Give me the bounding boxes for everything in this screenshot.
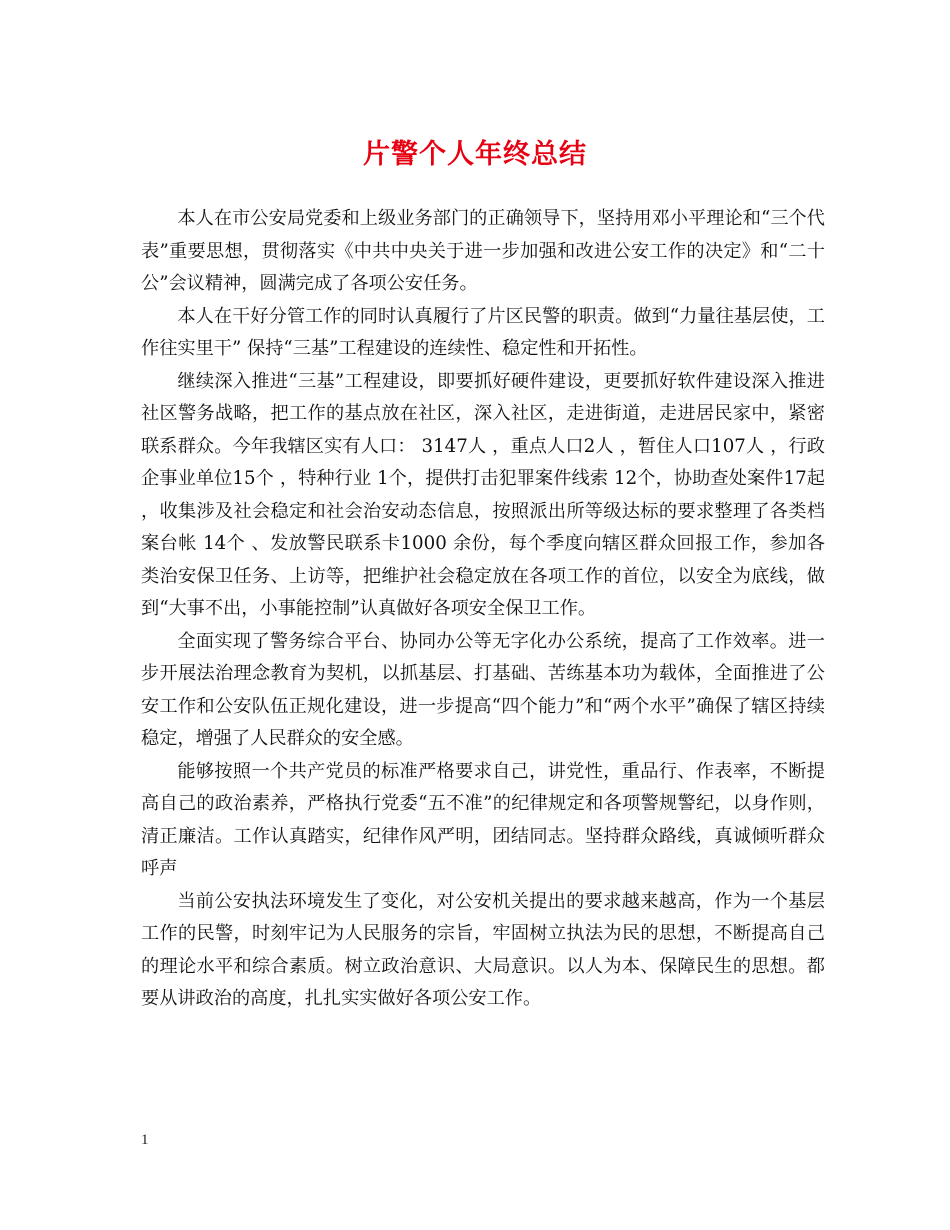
paragraph-4: 全面实现了警务综合平台、协同办公等无字化办公系统，提高了工作效率。进一步开展法治理念教育为契机，以抓基层、打基础、苦练基本功为载体，全面推进了公安工作和公安队伍正规化建设，进一步提高“四个能力”和“两个水平”确保了辖区持续稳定，增强了人民群众的安全感。 — [141, 630, 825, 749]
paragraph-6: 当前公安执法环境发生了变化，对公安机关提出的要求越来越高，作为一个基层工作的民警，时刻牢记为人民服务的宗旨，牢固树立执法为民的思想，不断提高自己的理论水平和综合素质。树立政治意识、大局意识。以人为本、保障民生的思想。都要从讲政治的高度，扎扎实实做好各项公安工作。 — [141, 890, 825, 1009]
document-title: 片警个人年终总结 — [363, 139, 587, 170]
document-body — [141, 203, 825, 1016]
page-number: 1 — [141, 1132, 149, 1148]
paragraph-1: 本人在市公安局党委和上级业务部门的正确领导下，坚持用邓小平理论和“三个代表”重要思想，贯彻落实《中共中央关于进一步加强和改进公安工作的决定》和“二十公”会议精神，圆满完成了各项公安任务。 — [141, 208, 825, 294]
paragraph-2: 本人在干好分管工作的同时认真履行了片区民警的职责。做到“力量往基层使，工作往实里干” 保持“三基”工程建设的连续性、稳定性和开拓性。 — [141, 305, 825, 359]
paragraph-5: 能够按照一个共产党员的标准严格要求自己，讲党性，重品行、作表率，不断提高自己的政治素养，严格执行党委“五不准”的纪律规定和各项警规警纪，以身作则，清正廉洁。工作认真踏实，纪律作风严明，团结同志。坚持群众路线，真诚倾听群众呼声 — [141, 760, 825, 879]
paragraph-3: 继续深入推进“三基”工程建设，即要抓好硬件建设，更要抓好软件建设深入推进社区警务战略，把工作的基点放在社区，深入社区，走进街道，走进居民家中，紧密联系群众。今年我辖区实有人口： 3147人 ，重点人口2人 ，暂住人口107人 ，行政企事业单位15个 ，特种行业 1个，提供打击犯罪案件线索 12个，协助查处案件17起 ，收集涉及社会稳定和社会治安动态信息，按照派出所等级达标的要求整理了各类档案台帐 14个 、发放警民联系卡1000 余份，每个季度向辖区群众回报工作，参加各类治安保卫任务、上访等，把维护社会稳定放在各项工作的首位，以安全为底线，做到“大事不出，小事能控制”认真做好各项安全保卫工作。 — [141, 370, 825, 619]
